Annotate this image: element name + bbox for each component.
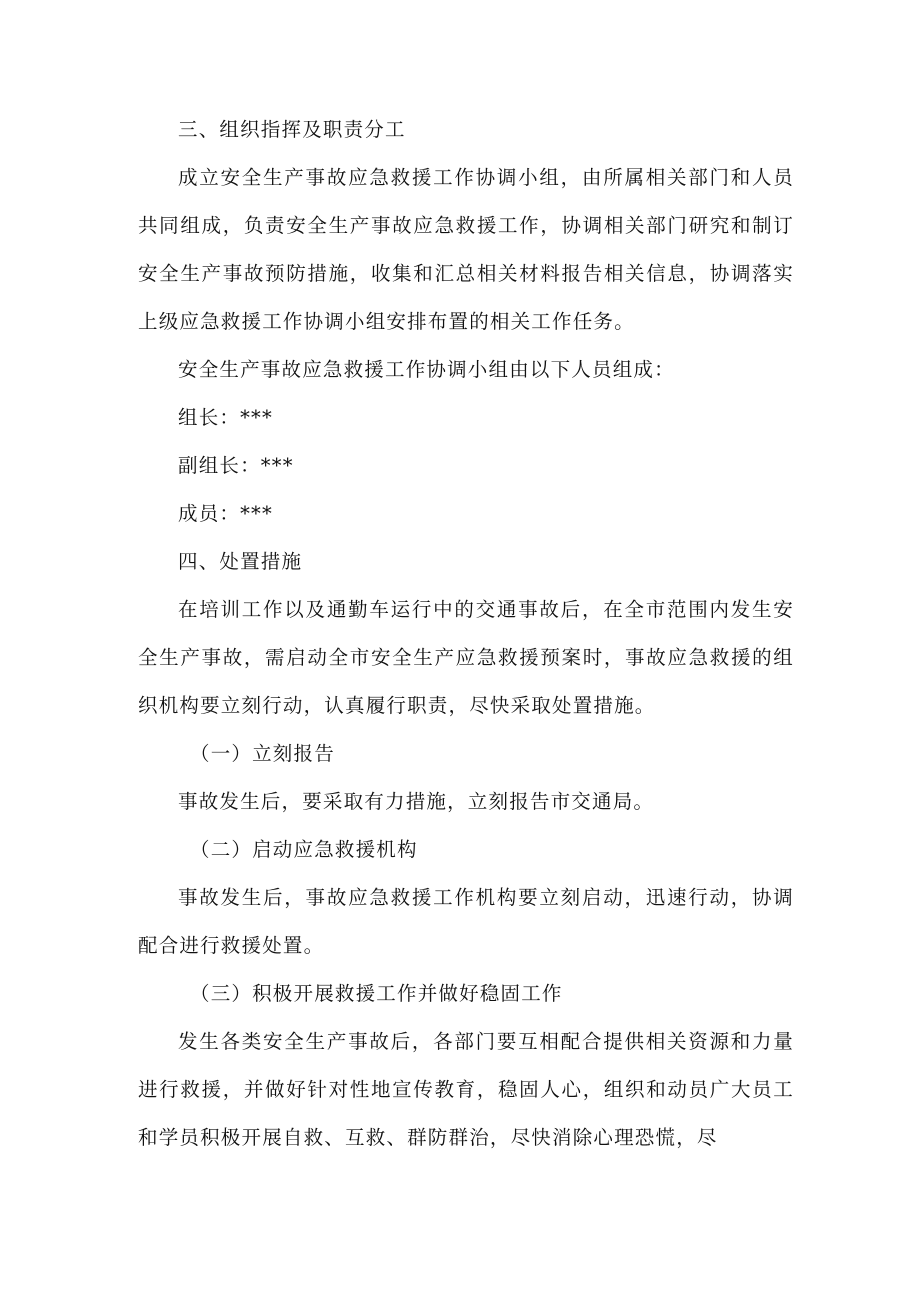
subheading-1: （一）立刻报告 <box>190 742 335 765</box>
paragraph-team-members-intro: 安全生产事故应急救援工作协调小组由以下人员组成： <box>178 358 675 381</box>
subheading-3: （三）积极开展救援工作并做好稳固工作 <box>190 982 563 1005</box>
paragraph-rescue-work: 发生各类安全生产事故后，各部门要互相配合提供相关资源和力量进行救援，并做好针对性地宣传教育，稳固人心，组织和动员广大员工和学员积极开展自救、互救、群防群治，尽快消除心理恐慌，尽 <box>138 1030 794 1149</box>
team-leader-line: 组长：*** <box>178 406 273 429</box>
paragraph-measures-intro: 在培训工作以及通勤车运行中的交通事故后，在全市范围内发生安全生产事故，需启动全市安全生产应急救援预案时，事故应急救援的组织机构要立刻行动，认真履行职责，尽快采取处置措施。 <box>138 598 794 717</box>
section-heading-4: 四、处置措施 <box>178 550 303 573</box>
subheading-2: （二）启动应急救援机构 <box>190 838 418 861</box>
section-heading-3: 三、组织指挥及职责分工 <box>178 118 406 141</box>
paragraph-team-setup: 成立安全生产事故应急救援工作协调小组，由所属相关部门和人员共同组成，负责安全生产事故应急救援工作，协调相关部门研究和制订安全生产事故预防措施，收集和汇总相关材料报告相关信息，协调落实上级应急救援工作协调小组安排布置的相关工作任务。 <box>138 166 794 333</box>
members-line: 成员：*** <box>178 502 273 525</box>
paragraph-start-rescue: 事故发生后，事故应急救援工作机构要立刻启动，迅速行动，协调配合进行救援处置。 <box>138 886 794 957</box>
document-body <box>138 106 794 1162</box>
deputy-leader-line: 副组长：*** <box>178 454 294 477</box>
paragraph-report: 事故发生后，要采取有力措施，立刻报告市交通局。 <box>178 790 655 813</box>
